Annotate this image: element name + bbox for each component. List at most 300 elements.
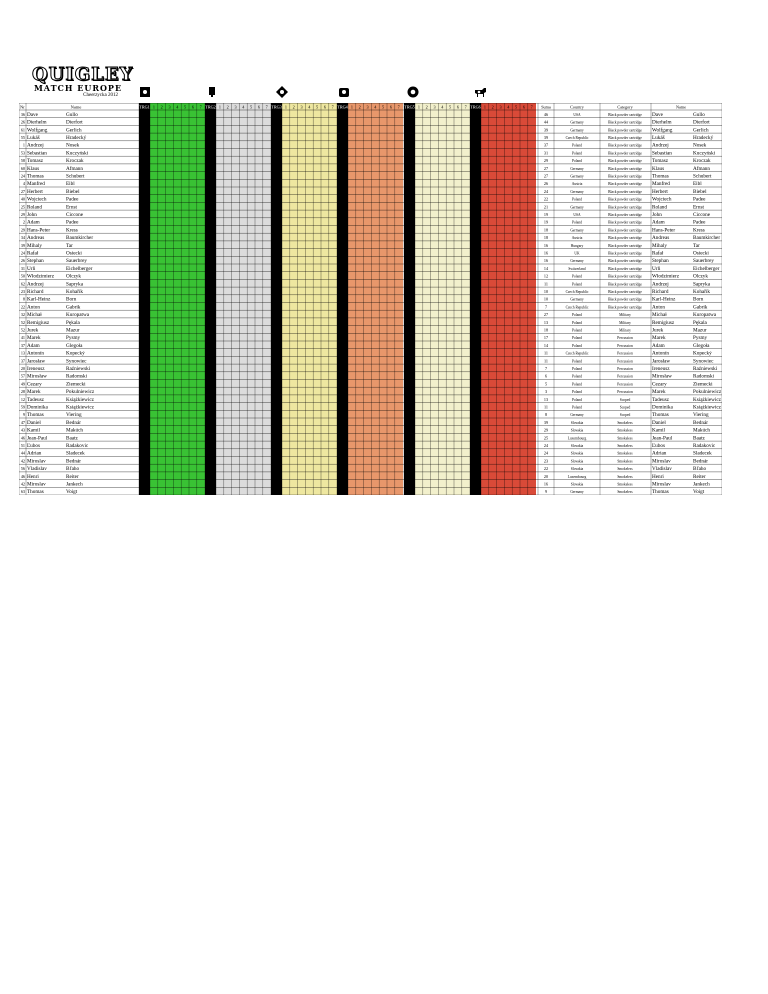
competitor-last-name: Radakovic xyxy=(66,443,89,449)
row-country: Luxembourg xyxy=(567,474,587,479)
row-category: Black powder cartridge xyxy=(608,205,642,210)
row-country: Czech Republic xyxy=(565,351,589,356)
shot-number: 2 xyxy=(226,104,229,110)
competitor-last-name: Sauerbrey xyxy=(66,258,88,265)
competitor-last-name: Bľaho xyxy=(66,466,80,473)
competitor-last-name: Afmann xyxy=(66,165,83,172)
competitor-first-name-right: Vladislav xyxy=(652,466,672,473)
row-country: Germany xyxy=(570,259,584,264)
shot-number: 3 xyxy=(234,104,237,110)
row-suma: 5 xyxy=(544,381,548,387)
competitor-first-name-right: Thomas xyxy=(652,173,669,180)
row-category: Black powder cartridge xyxy=(608,274,642,279)
shot-number: 6 xyxy=(257,104,260,110)
row-country: Poland xyxy=(572,159,582,164)
competitor-last-name: Ernst xyxy=(66,204,77,211)
competitor-last-name-right: Bľaho xyxy=(693,466,707,473)
shot-number: 7 xyxy=(265,104,268,110)
header-nr: Nr xyxy=(20,104,25,110)
row-category: Smokeless xyxy=(617,459,633,464)
competitor-first-name: Marek xyxy=(27,389,41,396)
row-category: Black powder cartridge xyxy=(608,305,642,310)
competitor-last-name-right: Gabrik xyxy=(693,304,708,311)
row-nr: 37 xyxy=(20,342,25,348)
row-country: Poland xyxy=(572,359,582,364)
row-category: Smokeless xyxy=(617,474,633,479)
row-nr: 20 xyxy=(20,366,25,371)
shot-number: 3 xyxy=(168,104,171,110)
competitor-first-name: Dierhelm xyxy=(27,119,47,126)
shot-number: 1 xyxy=(483,104,486,110)
header-name-right: Name xyxy=(676,104,686,110)
row-nr: 29 xyxy=(20,227,25,233)
shot-number: 4 xyxy=(308,104,311,110)
competitor-last-name: Radomski xyxy=(66,373,88,380)
row-country: Germany xyxy=(570,490,584,495)
competitor-last-name-right: Eibl xyxy=(693,181,702,188)
row-suma: 16 xyxy=(543,242,549,248)
row-country: Poland xyxy=(572,274,582,279)
competitor-first-name: Kamil xyxy=(27,427,40,434)
competitor-last-name-right: Jankech xyxy=(693,481,710,488)
competitor-last-name-right: Baatz xyxy=(693,435,705,442)
shot-number: 4 xyxy=(176,104,179,110)
competitor-first-name: Andrzej xyxy=(27,142,44,149)
competitor-first-name-right: Marek xyxy=(652,389,666,396)
logo-event: Cheerzycka 2012 xyxy=(83,93,118,98)
row-category: Smokeless xyxy=(617,444,633,448)
competitor-last-name: Saprykа xyxy=(66,281,83,288)
shot-number: 1 xyxy=(152,104,155,110)
row-category: Black powder cartridge xyxy=(608,228,642,233)
competitor-first-name-right: Jurek xyxy=(652,327,664,334)
shot-number: 5 xyxy=(449,104,452,110)
row-suma: 13 xyxy=(543,396,549,402)
competitor-first-name-right: Manfred xyxy=(652,181,670,188)
competitor-first-name-right: Andrzej xyxy=(652,281,669,288)
shot-number: 5 xyxy=(515,104,518,110)
row-nr: 42 xyxy=(20,458,25,464)
row-nr: 8 xyxy=(22,296,25,302)
competitor-first-name: Tadeusz xyxy=(27,396,44,403)
row-suma: 18 xyxy=(543,227,549,233)
row-category: Black powder cartridge xyxy=(608,166,642,171)
row-suma: 8 xyxy=(544,412,548,418)
competitor-last-name: Mazur xyxy=(66,327,80,334)
competitor-last-name-right: Sladecek xyxy=(693,450,712,457)
row-category: Black powder cartridge xyxy=(608,189,642,194)
row-nr: 39 xyxy=(20,242,25,248)
row-country: Germany xyxy=(570,228,584,233)
competitor-last-name-right: Hradecký xyxy=(693,135,714,141)
competitor-last-name-right: Gerlich xyxy=(693,127,709,134)
competitor-first-name-right: Mirosław xyxy=(652,373,672,380)
row-suma: 12 xyxy=(543,273,549,279)
row-suma: 19 xyxy=(543,219,549,225)
row-nr: 29 xyxy=(20,212,25,217)
stage-label: TRG4 xyxy=(337,104,348,110)
competitor-first-name-right: Andreas xyxy=(652,235,670,242)
competitor-last-name: Pokulniewicz xyxy=(66,389,95,396)
competitor-last-name: Kress xyxy=(66,227,78,234)
competitor-last-name-right: Nosek xyxy=(693,142,707,149)
competitor-last-name-right: Mazur xyxy=(693,327,707,334)
row-nr: 41 xyxy=(20,335,25,341)
competitor-first-name-right: Antonín xyxy=(652,350,670,357)
logo-title: QUIGLEY xyxy=(32,64,134,85)
stage-total-column xyxy=(271,103,282,495)
competitor-first-name: Miroslav xyxy=(27,481,46,488)
competitor-first-name: Dominika xyxy=(27,404,48,411)
quigley-logo xyxy=(32,64,134,100)
stage-total-column xyxy=(470,103,481,495)
row-suma: 6 xyxy=(544,373,548,379)
row-category: Black powder cartridge xyxy=(608,112,642,117)
row-country: Poland xyxy=(572,151,582,156)
row-category: Black powder cartridge xyxy=(608,159,642,164)
competitor-first-name-right: Roland xyxy=(652,204,667,211)
row-suma: 22 xyxy=(543,466,549,472)
row-suma: 39 xyxy=(543,135,549,140)
row-country: Germany xyxy=(570,166,584,171)
row-country: Germany xyxy=(570,128,584,133)
competitor-first-name-right: Klaus xyxy=(652,165,665,172)
row-nr: 34 xyxy=(20,235,25,241)
competitor-first-name: Karl-Heinz xyxy=(27,296,51,303)
competitor-last-name-right: Synowiec xyxy=(693,358,714,365)
competitor-last-name-right: Książkiewicz xyxy=(693,404,721,411)
stage-total-column xyxy=(404,103,415,495)
competitor-first-name-right: Miroslav xyxy=(652,481,671,488)
competitor-last-name-right: Ernst xyxy=(693,204,704,211)
competitor-last-name: Kuczyński xyxy=(66,150,89,157)
competitor-last-name-right: Padee xyxy=(693,196,706,203)
competitor-first-name: Włodzimierz xyxy=(27,273,55,280)
row-country: Slovakia xyxy=(570,482,584,487)
competitor-first-name-right: Tomasz xyxy=(652,158,669,165)
competitor-first-name-right: Miroslav xyxy=(652,458,671,465)
row-country: Poland xyxy=(572,282,582,287)
stage-label: TRG6 xyxy=(470,104,481,110)
competitor-first-name: Vladislav xyxy=(27,466,47,473)
shot-number: 3 xyxy=(499,104,502,110)
competitor-last-name: Dierfort xyxy=(66,119,83,126)
row-nr: 46 xyxy=(20,435,25,441)
row-nr: 58 xyxy=(20,158,25,164)
row-suma: 25 xyxy=(543,435,549,441)
row-nr: 23 xyxy=(20,289,25,294)
row-suma: 24 xyxy=(543,188,549,194)
competitor-last-name-right: Gullo xyxy=(693,111,705,118)
competitor-first-name: Tomasz xyxy=(27,158,44,165)
competitor-last-name: Hradecký xyxy=(66,135,87,141)
row-category: Smokeless xyxy=(617,451,633,456)
row-nr: 63 xyxy=(20,489,25,495)
row-country: Germany xyxy=(570,205,584,210)
competitor-last-name-right: Eichelberger xyxy=(693,265,720,272)
shot-number: 7 xyxy=(199,104,202,110)
shot-number: 4 xyxy=(441,104,444,110)
row-nr: 50 xyxy=(20,273,25,279)
row-category: Smokeless xyxy=(617,467,633,472)
competitor-last-name: Padee xyxy=(66,196,79,203)
competitor-first-name-right: Urli xyxy=(652,265,661,272)
competitor-last-name: Reiter xyxy=(66,473,79,480)
competitor-last-name-right: Dierfort xyxy=(693,119,710,126)
row-suma: 46 xyxy=(543,111,549,117)
row-suma: 16 xyxy=(543,250,549,256)
competitor-last-name: Pękala xyxy=(66,319,80,326)
competitor-last-name-right: Olczyk xyxy=(693,273,708,280)
shot-number: 4 xyxy=(507,104,510,110)
competitor-first-name-right: Sebastian xyxy=(652,150,672,157)
competitor-first-name: Ireneusz xyxy=(27,366,45,372)
row-nr: 32 xyxy=(20,312,25,318)
competitor-first-name-right: Michał xyxy=(652,312,667,319)
row-category: Black powder cartridge xyxy=(608,236,642,241)
competitor-first-name: Daniel xyxy=(27,419,41,426)
competitor-first-name: Miroslav xyxy=(27,458,46,465)
diamond-target-icon xyxy=(276,86,288,98)
row-country: Slovakia xyxy=(570,444,584,448)
row-category: Smokeless xyxy=(617,482,633,487)
row-suma: 9 xyxy=(544,489,548,495)
competitor-last-name-right: Raźniewski xyxy=(693,366,718,372)
row-nr: 42 xyxy=(20,481,25,487)
competitor-last-name-right: Sauerbrey xyxy=(693,258,715,265)
shot-number: 7 xyxy=(530,104,533,110)
shot-number: 1 xyxy=(284,104,287,110)
shot-number: 3 xyxy=(366,104,369,110)
row-category: Percussion xyxy=(617,359,633,364)
competitor-last-name: Ziemecki xyxy=(66,381,86,388)
shot-number: 5 xyxy=(184,104,187,110)
competitor-first-name: Andrzej xyxy=(27,281,44,288)
competitor-last-name-right: Voigt xyxy=(693,489,705,495)
competitor-last-name: Born xyxy=(66,296,77,303)
row-suma: 16 xyxy=(543,258,549,264)
header-name: Name xyxy=(70,104,82,110)
row-nr: 52 xyxy=(20,319,25,325)
row-nr: 1 xyxy=(22,142,25,148)
competitor-first-name-right: Ľubos xyxy=(652,443,665,449)
competitor-last-name: Kroczak xyxy=(66,158,84,165)
row-suma: 29 xyxy=(543,427,549,433)
row-suma: 11 xyxy=(543,404,549,410)
competitor-first-name: Hans-Peter xyxy=(27,227,51,234)
row-category: Black powder cartridge xyxy=(608,251,642,256)
competitor-last-name-right: Radakovic xyxy=(693,443,716,449)
shot-number: 5 xyxy=(316,104,319,110)
competitor-last-name-right: Pękala xyxy=(693,319,707,326)
row-nr: 26 xyxy=(20,119,25,125)
row-suma: 21 xyxy=(543,204,549,210)
row-suma: 22 xyxy=(543,196,549,202)
competitor-last-name: Synowiec xyxy=(66,358,87,365)
competitor-last-name-right: Kohařík xyxy=(693,289,710,295)
row-nr: 47 xyxy=(20,419,25,425)
competitor-first-name-right: Tadeusz xyxy=(652,396,669,403)
row-suma: 39 xyxy=(543,127,549,133)
row-country: Luxembourg xyxy=(567,436,587,441)
competitor-first-name: Rafał xyxy=(27,250,39,257)
row-suma: 14 xyxy=(543,342,549,348)
competitor-first-name-right: Dierhelm xyxy=(652,119,672,126)
row-category: Black powder cartridge xyxy=(608,151,642,156)
header-suma: Suma xyxy=(541,104,551,110)
row-country: Slovakia xyxy=(570,420,584,425)
row-country: Hungary xyxy=(570,243,584,248)
row-suma: 10 xyxy=(543,296,549,302)
competitor-last-name: Schubert xyxy=(66,173,85,180)
row-suma: 19 xyxy=(543,212,549,217)
row-country: USA xyxy=(573,213,581,217)
competitor-last-name-right: Born xyxy=(693,296,704,303)
competitor-last-name-right: Kress xyxy=(693,227,705,234)
competitor-first-name: Marek xyxy=(27,335,41,342)
shot-number: 1 xyxy=(218,104,221,110)
shot-number: 7 xyxy=(464,104,467,110)
row-category: Black powder cartridge xyxy=(608,282,642,287)
competitor-last-name: Gullo xyxy=(66,111,78,118)
row-category: Black powder cartridge xyxy=(608,213,642,217)
competitor-first-name-right: Wolfgang xyxy=(652,127,673,134)
shot-number: 6 xyxy=(456,104,459,110)
row-nr: 28 xyxy=(20,389,25,395)
competitor-last-name: Jankech xyxy=(66,481,83,488)
competitor-first-name-right: Adam xyxy=(652,342,665,349)
competitor-first-name-right: Ireneusz xyxy=(652,366,670,372)
row-country: Czech Republic xyxy=(565,290,589,294)
competitor-last-name: Gerlich xyxy=(66,127,82,134)
row-country: UK xyxy=(574,251,580,256)
competitor-last-name-right: Kroczak xyxy=(693,158,711,165)
competitor-first-name: Henri xyxy=(27,473,39,480)
shot-number: 6 xyxy=(191,104,194,110)
row-category: Smokeless xyxy=(617,428,633,433)
row-category: Military xyxy=(619,328,631,333)
results-table xyxy=(19,103,722,495)
row-country: Slovakia xyxy=(570,467,584,472)
competitor-last-name: Pysmy xyxy=(66,335,81,342)
competitor-first-name: Andreas xyxy=(27,235,45,242)
competitor-last-name-right: Baumkircher xyxy=(693,235,721,242)
competitor-first-name: Adrian xyxy=(27,450,42,457)
shot-number: 6 xyxy=(522,104,525,110)
competitor-first-name: Anton xyxy=(27,304,40,311)
row-category: Black powder cartridge xyxy=(608,143,642,148)
competitor-last-name: Eichelberger xyxy=(66,265,93,272)
competitor-last-name-right: Radomski xyxy=(693,373,715,380)
small-square-target-icon xyxy=(206,86,218,98)
row-country: Poland xyxy=(572,220,582,225)
row-category: Black powder cartridge xyxy=(608,266,642,271)
competitor-last-name-right: Saprykа xyxy=(693,281,710,288)
stage-total-column xyxy=(205,103,216,495)
competitor-first-name: Dave xyxy=(27,111,38,118)
row-nr: 55 xyxy=(20,135,25,140)
row-country: Germany xyxy=(570,120,584,125)
row-country: Slovakia xyxy=(570,428,584,433)
header-category: Category xyxy=(617,104,633,110)
row-suma: 16 xyxy=(543,481,549,487)
competitor-first-name-right: Marek xyxy=(652,335,666,342)
row-nr: 51 xyxy=(20,443,25,448)
competitor-first-name-right: Karl-Heinz xyxy=(652,296,676,303)
shot-number: 2 xyxy=(160,104,163,110)
shot-number: 2 xyxy=(358,104,361,110)
shot-number: 5 xyxy=(250,104,253,110)
shot-number: 4 xyxy=(374,104,377,110)
competitor-first-name: Adam xyxy=(27,219,40,226)
row-suma: 10 xyxy=(543,289,549,294)
competitor-first-name: Mihaly xyxy=(27,242,42,249)
row-country: Poland xyxy=(572,390,582,395)
row-category: Scoped xyxy=(619,413,631,418)
competitor-last-name: Tar xyxy=(66,242,73,249)
competitor-last-name-right: Viering xyxy=(693,412,709,419)
competitor-first-name: Stephan xyxy=(27,258,44,265)
competitor-first-name-right: Jarosław xyxy=(652,358,671,365)
stage-total-column xyxy=(337,103,348,495)
row-suma: 7 xyxy=(544,366,548,371)
row-category: Percussion xyxy=(617,343,633,348)
row-suma: 11 xyxy=(543,281,549,287)
shot-number: 2 xyxy=(491,104,494,110)
competitor-last-name: Baatz xyxy=(66,435,78,442)
competitor-last-name: Gabrik xyxy=(66,304,81,311)
row-suma: 24 xyxy=(543,443,549,448)
shot-number: 1 xyxy=(417,104,420,110)
row-country: Poland xyxy=(572,328,582,333)
shot-number: 1 xyxy=(350,104,353,110)
row-category: Military xyxy=(619,320,631,325)
shot-number: 7 xyxy=(397,104,400,110)
row-nr: 24 xyxy=(20,250,25,256)
row-country: Austria xyxy=(571,182,583,187)
oval-target-icon xyxy=(338,86,350,98)
row-country: Poland xyxy=(572,336,582,341)
row-suma: 23 xyxy=(543,458,549,464)
competitor-first-name-right: Thomas xyxy=(652,412,669,419)
competitor-last-name: Ciccone xyxy=(66,212,83,218)
competitor-last-name-right: Makúch xyxy=(693,427,710,434)
competitor-first-name-right: Rafał xyxy=(652,250,664,257)
row-category: Black powder cartridge xyxy=(608,297,642,302)
competitor-first-name-right: Dave xyxy=(652,111,663,118)
stage-label: TRG5 xyxy=(404,104,415,110)
competitor-last-name-right: Bednár xyxy=(693,458,708,465)
shot-number: 6 xyxy=(389,104,392,110)
competitor-last-name-right: Padee xyxy=(693,219,706,226)
stage-label: TRG1 xyxy=(139,104,150,110)
row-country: Germany xyxy=(570,174,584,179)
competitor-first-name: Thomas xyxy=(27,173,44,180)
row-category: Black powder cartridge xyxy=(608,243,642,248)
row-nr: 36 xyxy=(20,111,25,117)
row-nr: 31 xyxy=(20,265,25,271)
competitor-last-name: Bednár xyxy=(66,419,81,426)
row-suma: 27 xyxy=(543,173,549,179)
shot-number: 7 xyxy=(331,104,334,110)
competitor-last-name: Kohařík xyxy=(66,289,83,295)
row-nr: 26 xyxy=(20,258,25,264)
competitor-first-name-right: Henri xyxy=(652,473,664,480)
row-category: Military xyxy=(619,313,631,318)
competitor-last-name: Nosek xyxy=(66,142,80,149)
row-category: Black powder cartridge xyxy=(608,128,642,133)
competitor-first-name: Jean-Paul xyxy=(27,435,48,442)
